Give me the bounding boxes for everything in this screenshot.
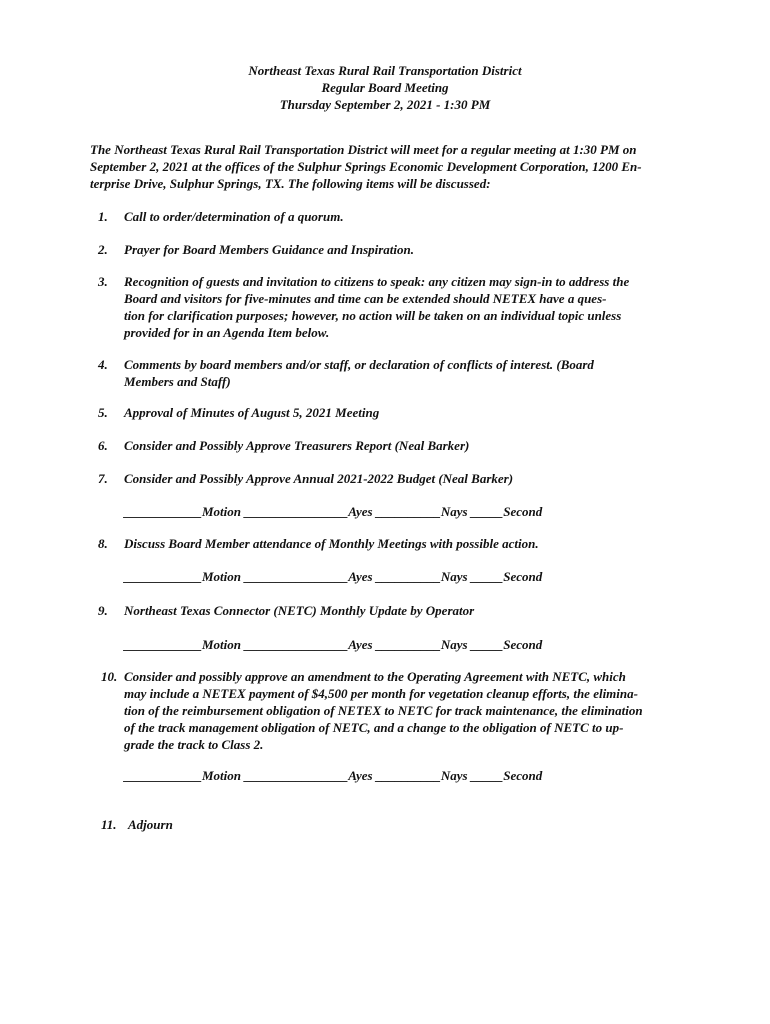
item-number: 10. bbox=[101, 669, 118, 684]
item-number: 11. bbox=[101, 817, 117, 832]
item-number: 2. bbox=[98, 242, 108, 257]
item-text: Recognition of guests and invitation to citizens to speak: any citizen may sign-in to address the bbox=[124, 274, 630, 289]
item-text: provided for in an Agenda Item below. bbox=[124, 325, 330, 340]
intro-line: September 2, 2021 at the offices of the Sulphur Springs Economic Development Corporation, 1200 En- bbox=[90, 159, 642, 174]
intro-paragraph bbox=[90, 141, 690, 192]
item-text: Consider and possibly approve an amendment to the Operating Agreement with NETC, which bbox=[124, 669, 626, 684]
item-text: grade the track to Class 2. bbox=[124, 737, 264, 752]
item-text: Consider and Possibly Approve Treasurers Report (Neal Barker) bbox=[124, 438, 470, 453]
vote-line: ____________Motion ________________Ayes __________Nays _____Second bbox=[124, 569, 543, 584]
item-text: Consider and Possibly Approve Annual 2021-2022 Budget (Neal Barker) bbox=[124, 471, 514, 486]
district-title: Northeast Texas Rural Rail Transportation District bbox=[248, 63, 522, 78]
item-text: Northeast Texas Connector (NETC) Monthly Update by Operator bbox=[124, 603, 475, 618]
item-number: 9. bbox=[98, 603, 108, 618]
item-number: 1. bbox=[98, 209, 108, 224]
meeting-type: Regular Board Meeting bbox=[321, 80, 449, 95]
item-text: Adjourn bbox=[128, 817, 173, 832]
item-number: 5. bbox=[98, 405, 108, 420]
item-text: Discuss Board Member attendance of Monthly Meetings with possible action. bbox=[124, 536, 539, 551]
item-number: 3. bbox=[98, 274, 108, 289]
vote-line: ____________Motion ________________Ayes __________Nays _____Second bbox=[124, 768, 543, 783]
item-number: 4. bbox=[98, 357, 108, 372]
item-text: tion of the reimbursement obligation of NETEX to NETC for track maintenance, the elimination bbox=[124, 703, 643, 718]
item-text: Approval of Minutes of August 5, 2021 Meeting bbox=[124, 405, 380, 420]
item-text: Prayer for Board Members Guidance and Inspiration. bbox=[124, 242, 414, 257]
intro-line: The Northeast Texas Rural Rail Transportation District will meet for a regular meeting at 1:30 PM on bbox=[90, 142, 637, 157]
item-number: 7. bbox=[98, 471, 108, 486]
item-number: 6. bbox=[98, 438, 108, 453]
item-text: of the track management obligation of NETC, and a change to the obligation of NETC to up- bbox=[124, 720, 624, 735]
item-text: tion for clarification purposes; however, no action will be taken on an individual topic unless bbox=[124, 308, 622, 323]
item-text: may include a NETEX payment of $4,500 per month for vegetation cleanup efforts, the elimina- bbox=[124, 686, 638, 701]
item-text: Members and Staff) bbox=[124, 374, 231, 389]
document-header bbox=[0, 62, 770, 113]
intro-line: terprise Drive, Sulphur Springs, TX. The following items will be discussed: bbox=[90, 176, 491, 191]
item-text: Call to order/determination of a quorum. bbox=[124, 209, 344, 224]
meeting-date: Thursday September 2, 2021 - 1:30 PM bbox=[279, 97, 491, 112]
item-text: Comments by board members and/or staff, or declaration of conflicts of interest. (Board bbox=[124, 357, 594, 372]
vote-line: ____________Motion ________________Ayes __________Nays _____Second bbox=[124, 637, 543, 652]
vote-line: ____________Motion ________________Ayes __________Nays _____Second bbox=[124, 504, 543, 519]
item-text: Board and visitors for five-minutes and time can be extended should NETEX have a ques- bbox=[124, 291, 607, 306]
item-number: 8. bbox=[98, 536, 108, 551]
